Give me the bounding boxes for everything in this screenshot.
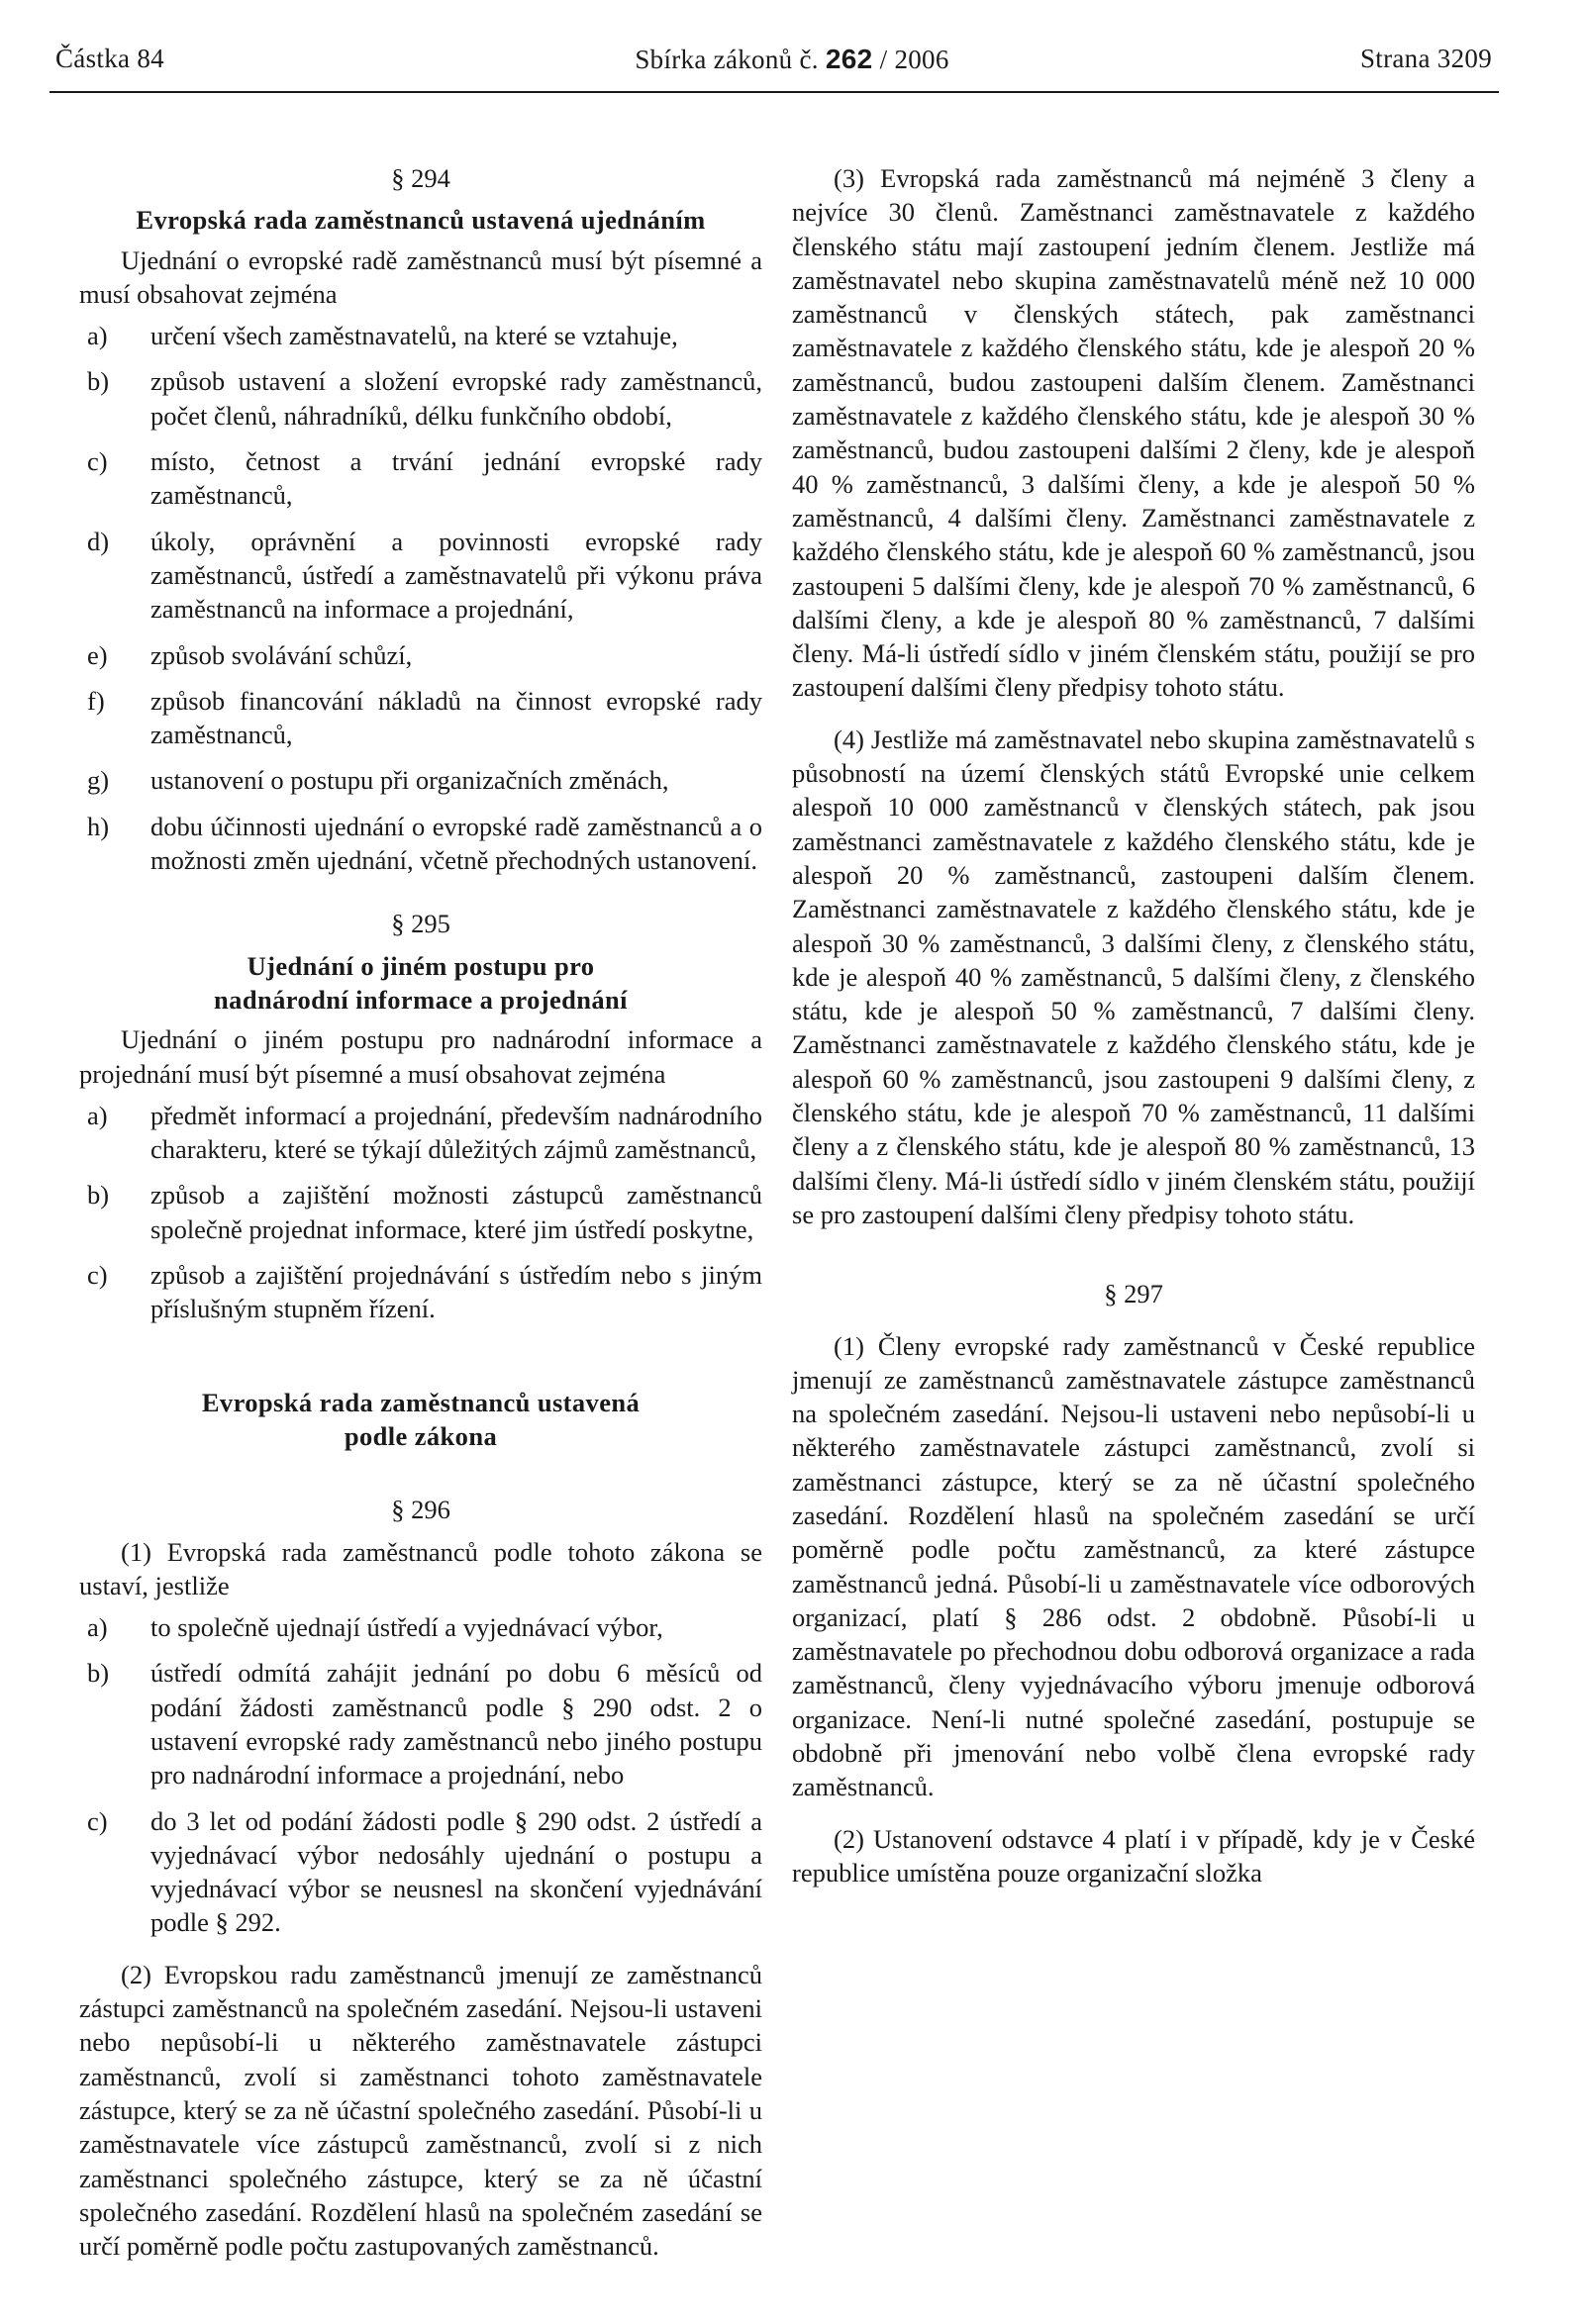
section-295-number: § 295 (391, 909, 450, 939)
list-item-letter: e) (87, 639, 108, 670)
right-column (792, 161, 1475, 1889)
section-295-list (79, 1099, 762, 1326)
section-294-list (79, 319, 762, 877)
section-296-paragraph-4: (4) Jestliže má zaměstnavatel nebo skupina zaměstnavatelů s působností na území členských států Evropské unie celkem alespoň 10 000 zaměstnanců v členských státech, pak jsou zaměstnanci zaměstnavatele z každého členského státu, kde je alespoň 20 % zaměstnanců, zastoupeni dalším členem. Zaměstnanci zaměstnavatele z každého členského státu, kde je alespoň 30 % zaměstnanců, 3 dalšími členy, z členského státu, kde je alespoň 40 % zaměstnanců, 5 dalšími členy, z členského státu, kde je alespoň 50 % zaměstnanců, 7 dalšími členy. Zaměstnanci zaměstnavatele z každého členského státu, kde je alespoň 60 % zaměstnanců, jsou zastoupeni 9 dalšími členy, z členského státu, kde je alespoň 70 % zaměstnanců, 11 dalšími členy a z členského státu, kde je alespoň 80 % zaměstnanců, 13 dalšími členy. Má-li ústředí sídlo v jiném členském státu, použijí se pro zastoupení dalšími členy předpisy tohoto státu. (792, 724, 1475, 1229)
left-column (79, 161, 762, 2263)
section-295-title: Ujednání o jiném postupu pro nadnárodní informace a projednání (214, 950, 628, 1015)
list-item-text: způsob ustavení a složení evropské rady zaměstnanců, počet členů, náhradníků, délku funkčního období, (150, 366, 762, 431)
list-item-text: předmět informací a projednání, především nadnárodního charakteru, které se týkají důležitých zájmů zaměstnanců, (150, 1100, 762, 1165)
list-item (79, 1656, 762, 1791)
list-item (79, 319, 762, 352)
list-item-letter: a) (87, 1612, 108, 1643)
header-collection (0, 44, 1584, 75)
list-item (79, 763, 762, 797)
section-297-number: § 297 (1104, 1279, 1163, 1309)
list-item-text: způsob financování nákladů na činnost evropské rady zaměstnanců, (150, 685, 762, 750)
list-item-letter: g) (87, 765, 110, 796)
list-item (79, 638, 762, 672)
header-issue: Částka 84 (55, 44, 164, 73)
list-item-text: místo, četnost a trvání jednání evropské rady zaměstnanců, (150, 446, 762, 511)
list-item (79, 810, 762, 878)
list-item-text: to společně ujednají ústředí a vyjednávací výbor, (150, 1612, 663, 1643)
header-page-number: Strana 3209 (1359, 44, 1492, 73)
list-item (79, 1804, 762, 1940)
list-item (79, 1258, 762, 1326)
section-296-number: § 296 (391, 1495, 450, 1525)
section-295-intro: Ujednání o jiném postupu pro nadnárodní informace a projednání musí být písemné a musí obsahovat zejména (79, 1024, 762, 1089)
list-item-letter: c) (87, 446, 108, 477)
header-collection-year: / 2006 (879, 45, 949, 74)
list-item (79, 364, 762, 433)
section-294-title: Evropská rada zaměstnanců ustavená ujednáním (136, 205, 706, 236)
list-item-text: úkoly, oprávnění a povinnosti evropské rady zaměstnanců, ústředí a zaměstnavatelů při výkonu práva zaměstnanců na informace a projednání, (150, 526, 762, 625)
section-296-paragraph-2: (2) Evropskou radu zaměstnanců jmenují ze zaměstnanců zástupci zaměstnanců na společném zasedání. Nejsou-li ustaveni nebo nepůsobí-li u některého zaměstnavatele zástupci zaměstnanců, zvolí si zaměstnanci tohoto zaměstnavatele zástupce, který se za ně účastní společného zasedání. Působí-li u zaměstnavatele více zástupců zaměstnanců, zvolí si z nich zaměstnanci společného zástupce, který se za ně účastní společného zasedání. Rozdělení hlasů na společném zasedání se určí poměrně podle počtu zastupovaných zaměstnanců. (79, 1959, 762, 2262)
list-item (79, 444, 762, 513)
list-item-text: do 3 let od podání žádosti podle § 290 odst. 2 ústředí a vyjednávací výbor nedosáhly ujednání o postupu a vyjednávací výbor se neusnesl na skončení vyjednávání podle § 292. (150, 1805, 762, 1938)
list-item-letter: b) (87, 1180, 110, 1210)
list-item-letter: c) (87, 1260, 108, 1291)
list-item-letter: a) (87, 1100, 108, 1130)
part-heading: Evropská rada zaměstnanců ustavená podle zákona (201, 1387, 641, 1451)
list-item-text: ústředí odmítá zahájit jednání po dobu 6 měsíců od podání žádosti zaměstnanců podle § 290 odst. 2 o ustavení evropské rady zaměstnanců nebo jiného postupu pro nadnárodní informace a projednání, nebo (150, 1658, 762, 1791)
section-294-number: § 294 (391, 163, 450, 193)
list-item-letter: a) (87, 321, 108, 351)
header-collection-prefix: Sbírka zákonů č. (635, 45, 819, 74)
list-item (79, 684, 762, 752)
list-item-letter: b) (87, 366, 110, 397)
header-rule (50, 91, 1499, 93)
header-collection-number: 262 (825, 44, 873, 74)
list-item-letter: h) (87, 811, 110, 841)
list-item-letter: f) (87, 685, 105, 716)
section-297-paragraph-1: (1) Členy evropské rady zaměstnanců v České republice jmenují ze zaměstnanců zaměstnavatele zástupce zaměstnanců na společném zasedání. Nejsou-li ustaveni nebo nepůsobí-li u některého zaměstnavatele zástupci zaměstnanců, zvolí si zaměstnanci zástupce, který se za ně účastní společného zasedání. Rozdělení hlasů na společném zasedání se určí poměrně podle počtu zaměstnanců, za které zástupce zaměstnanců jedná. Působí-li u zaměstnavatele více odborových organizací, platí § 286 odst. 2 obdobně. Působí-li u zaměstnavatele po přechodnou dobu odborová organizace a rada zaměstnanců, členy vyjednávacího výboru jmenuje odborová organizace. Není-li nutné společné zasedání, postupuje se obdobně při jmenování nebo volbě člena evropské rady zaměstnanců. (792, 1330, 1475, 1802)
list-item-text: způsob a zajištění možnosti zástupců zaměstnanců společně projednat informace, které jim ústředí poskytne, (150, 1180, 762, 1244)
list-item (79, 1099, 762, 1167)
section-294-intro: Ujednání o evropské radě zaměstnanců musí být písemné a musí obsahovat zejména (79, 244, 762, 309)
list-item-letter: d) (87, 526, 110, 556)
list-item-text: určení všech zaměstnavatelů, na které se vztahuje, (150, 321, 678, 351)
list-item-text: způsob svolávání schůzí, (150, 639, 413, 670)
list-item (79, 1178, 762, 1246)
list-item-text: ustanovení o postupu při organizačních změnách, (150, 765, 669, 796)
list-item (79, 525, 762, 627)
section-297-paragraph-2: (2) Ustanovení odstavce 4 platí i v případě, kdy je v České republice umístěna pouze organizační složka (792, 1823, 1475, 1888)
list-item-text: dobu účinnosti ujednání o evropské radě zaměstnanců a o možnosti změn ujednání, včetně přechodných ustanovení. (150, 811, 762, 876)
list-item (79, 1610, 762, 1644)
section-296-list (79, 1610, 762, 1940)
list-item-letter: c) (87, 1805, 108, 1836)
section-296-paragraph-3: (3) Evropská rada zaměstnanců má nejméně 3 členy a nejvíce 30 členů. Zaměstnanci zaměstnavatele z každého členského státu mají zastoupení jedním členem. Jestliže má zaměstnavatel nebo skupina zaměstnavatelů méně než 10 000 zaměstnanců v členských státech, pak zaměstnanci zaměstnavatele z každého členského státu, kde je alespoň 20 % zaměstnanců, budou zastoupeni dalším členem. Zaměstnanci zaměstnavatele z každého členského státu, kde je alespoň 30 % zaměstnanců, budou zastoupeni dalšími 2 členy, kde je alespoň 40 % zaměstnanců, 3 dalšími členy, a kde je alespoň 50 % zaměstnanců, 4 dalšími členy. Zaměstnanci zaměstnavatele z každého členského státu, kde je alespoň 60 % zaměstnanců, jsou zastoupeni 5 dalšími členy, kde je alespoň 70 % zaměstnanců, 6 dalšími členy, a kde je alespoň 80 % zaměstnanců, 7 dalšími členy. Má-li ústředí sídlo v jiném členském státu, použijí se pro zastoupení dalšími členy předpisy tohoto státu. (792, 163, 1475, 703)
section-296-paragraph-1: (1) Evropská rada zaměstnanců podle tohoto zákona se ustaví, jestliže (79, 1536, 762, 1600)
list-item-letter: b) (87, 1658, 110, 1689)
list-item-text: způsob a zajištění projednávání s ústředím nebo s jiným příslušným stupněm řízení. (150, 1260, 762, 1324)
